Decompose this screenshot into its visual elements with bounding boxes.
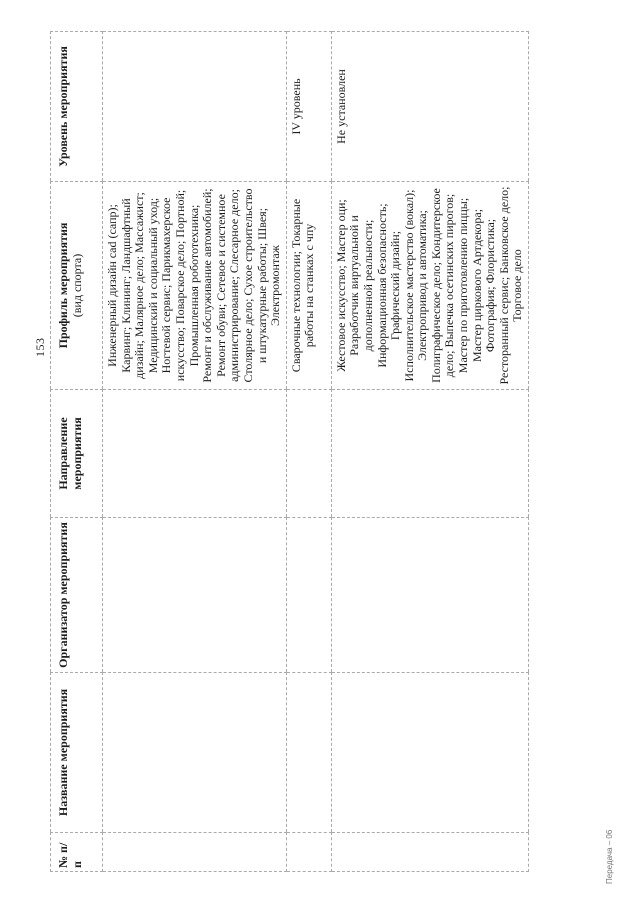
- table-header-row: [51, 32, 103, 872]
- cell-profile: Жестовое искусство; Мастер оци; Разработчик виртуальной и дополненной реальности; Информационная безопасность; Графический дизайн; Исполнительское мастерство (вокал); Электропривод и автоматика; Полиграфическое дело; Кондитерское дело; Выпечка осетинских пирогов; Мастер по приготовлению пиццы; Мастер циркового Артдекора; Фотография; Флористика; Ресторанный сервис; Банковское дело; Торговое дело: [331, 182, 528, 390]
- table-row: [103, 32, 287, 872]
- cell-num: [331, 833, 528, 872]
- header-profile-note: (вид спорта): [69, 253, 84, 318]
- cell-profile: Инженерный дизайн cad (сапр); Карвинг; Клининг; Ландшафтный дизайн; Малярное дело; Массажист; Медицинский и социальный уход; Ногтевой сервис; Парикмахерское искусство; Поварское дело; Портной; Промышленная робототехника; Ремонт и обслуживание автомобилей; Ремонт обуви; Сетевое и системное администрирование; Слесарное дело; Столярное дело; Сухое строительство и штукатурные работы; Швея; Электромонтаж: [103, 182, 287, 390]
- cell-direction: [286, 390, 331, 518]
- cell-direction: [331, 390, 528, 518]
- header-direction: Направление мероприятия: [51, 390, 103, 518]
- header-num: № п/п: [51, 833, 103, 872]
- cell-organizer: [331, 518, 528, 673]
- events-table: [50, 31, 529, 872]
- cell-organizer: [103, 518, 287, 673]
- header-organizer: Организатор мероприятия: [51, 518, 103, 673]
- header-profile: [51, 182, 103, 390]
- table-row: [331, 32, 528, 872]
- cell-num: [286, 833, 331, 872]
- cell-name: [331, 673, 528, 833]
- footer-mark: Передача – 06: [605, 829, 614, 884]
- cell-name: [286, 673, 331, 833]
- cell-name: [103, 673, 287, 833]
- cell-num: [103, 833, 287, 872]
- header-name: Название мероприятия: [51, 673, 103, 833]
- cell-level: Не установлен: [331, 32, 528, 182]
- page-number: 153: [33, 337, 47, 357]
- header-profile-title: Профиль мероприятия: [56, 222, 70, 349]
- cell-level: [103, 32, 287, 182]
- table-row: [286, 32, 331, 872]
- cell-profile: Сварочные технологии; Токарные работы на станках с чпу: [286, 182, 331, 390]
- cell-direction: [103, 390, 287, 518]
- cell-organizer: [286, 518, 331, 673]
- cell-level: IV уровень: [286, 32, 331, 182]
- header-level: Уровень мероприятия: [51, 32, 103, 182]
